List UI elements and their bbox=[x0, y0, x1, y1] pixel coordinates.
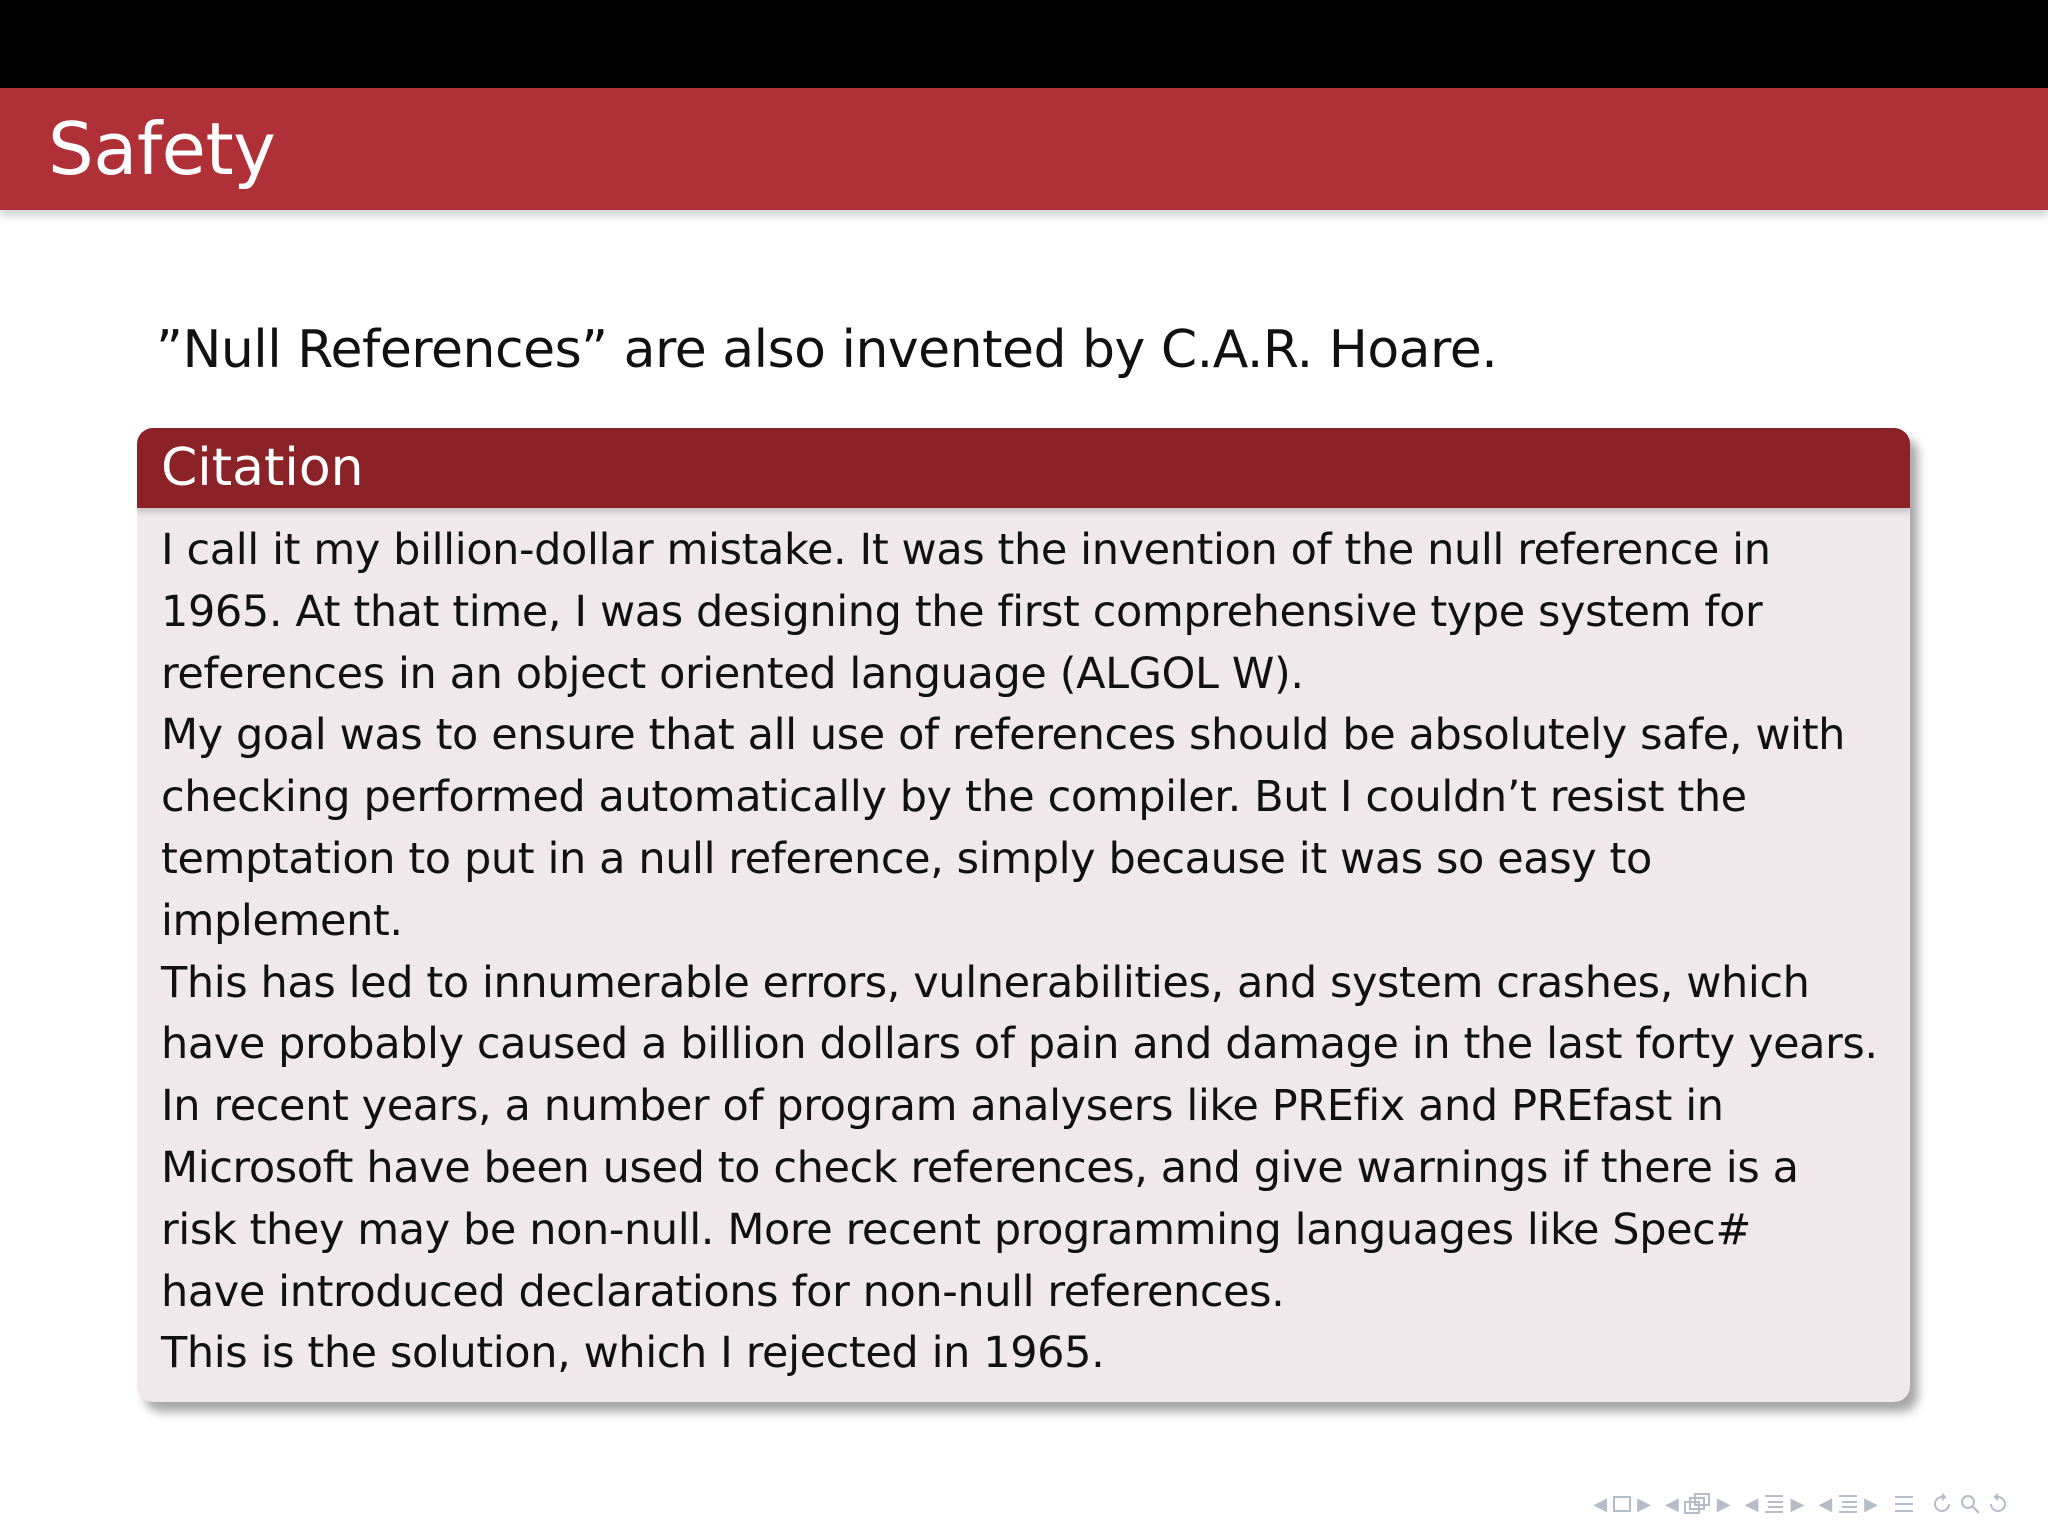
nav-left-arrow-icon[interactable]: ◀ bbox=[1664, 1493, 1679, 1515]
quote-line: Microsoft have been used to check references, and give warnings if there is a bbox=[161, 1142, 1799, 1193]
nav-subsection-icon[interactable] bbox=[1683, 1492, 1713, 1516]
citation-title: Citation bbox=[161, 438, 364, 498]
quote-line: references in an object oriented language (ALGOL W). bbox=[161, 648, 1304, 699]
citation-body bbox=[161, 520, 1901, 1385]
nav-search-icon[interactable] bbox=[1958, 1492, 1982, 1516]
nav-frame-icon[interactable] bbox=[1611, 1494, 1633, 1514]
quote-line: My goal was to ensure that all use of references should be absolutely safe, with bbox=[161, 710, 1846, 761]
nav-search-group[interactable] bbox=[1930, 1492, 2010, 1516]
top-black-bar bbox=[0, 0, 2048, 88]
quote-line: have introduced declarations for non-null references. bbox=[161, 1266, 1285, 1317]
quote-line: 1965. At that time, I was designing the first comprehensive type system for bbox=[161, 586, 1763, 637]
quote-line: implement. bbox=[161, 895, 403, 946]
beamer-navigation-bar bbox=[1593, 1492, 2010, 1516]
nav-section-group[interactable] bbox=[1745, 1492, 1805, 1516]
nav-subsection-group[interactable] bbox=[1665, 1492, 1731, 1516]
quote-line: risk they may be non-null. More recent programming languages like Spec# bbox=[161, 1204, 1752, 1255]
nav-toc-icon[interactable] bbox=[1892, 1492, 1916, 1516]
nav-right-arrow-icon[interactable]: ▶ bbox=[1790, 1493, 1805, 1515]
nav-right-arrow-icon[interactable]: ▶ bbox=[1864, 1493, 1878, 1515]
nav-frame-group[interactable] bbox=[1593, 1494, 1651, 1515]
intro-text: ”Null References” are also invented by C.A.R. Hoare. bbox=[156, 320, 1498, 380]
citation-header bbox=[137, 428, 1910, 508]
quote-line: This is the solution, which I rejected in 1965. bbox=[161, 1328, 1105, 1379]
nav-presentation-group[interactable] bbox=[1818, 1492, 1878, 1516]
frame-title-bar bbox=[0, 88, 2048, 210]
quote-line: temptation to put in a null reference, simply because it was so easy to bbox=[161, 833, 1652, 884]
nav-left-arrow-icon[interactable]: ◀ bbox=[1818, 1493, 1833, 1515]
citation-block bbox=[137, 428, 1910, 1402]
nav-section-icon[interactable] bbox=[1762, 1492, 1786, 1516]
nav-presentation-icon[interactable] bbox=[1836, 1492, 1860, 1516]
nav-right-arrow-icon[interactable]: ▶ bbox=[1637, 1493, 1651, 1515]
frame-title: Safety bbox=[48, 107, 276, 191]
quote-line: checking performed automatically by the compiler. But I couldn’t resist the bbox=[161, 772, 1747, 823]
nav-left-arrow-icon[interactable]: ◀ bbox=[1744, 1493, 1759, 1515]
quote-line: have probably caused a billion dollars of pain and damage in the last forty years. bbox=[161, 1019, 1878, 1070]
nav-forward-icon[interactable] bbox=[1986, 1492, 2010, 1516]
nav-right-arrow-icon[interactable]: ▶ bbox=[1716, 1493, 1731, 1515]
quote-line: I call it my billion-dollar mistake. It was the invention of the null reference in bbox=[161, 525, 1771, 575]
nav-toc-group[interactable] bbox=[1892, 1492, 1916, 1516]
nav-left-arrow-icon[interactable]: ◀ bbox=[1593, 1493, 1608, 1515]
quote-line: This has led to innumerable errors, vulnerabilities, and system crashes, which bbox=[161, 957, 1810, 1008]
nav-back-icon[interactable] bbox=[1930, 1492, 1954, 1516]
quote-line: In recent years, a number of program analysers like PREfix and PREfast in bbox=[161, 1081, 1724, 1132]
